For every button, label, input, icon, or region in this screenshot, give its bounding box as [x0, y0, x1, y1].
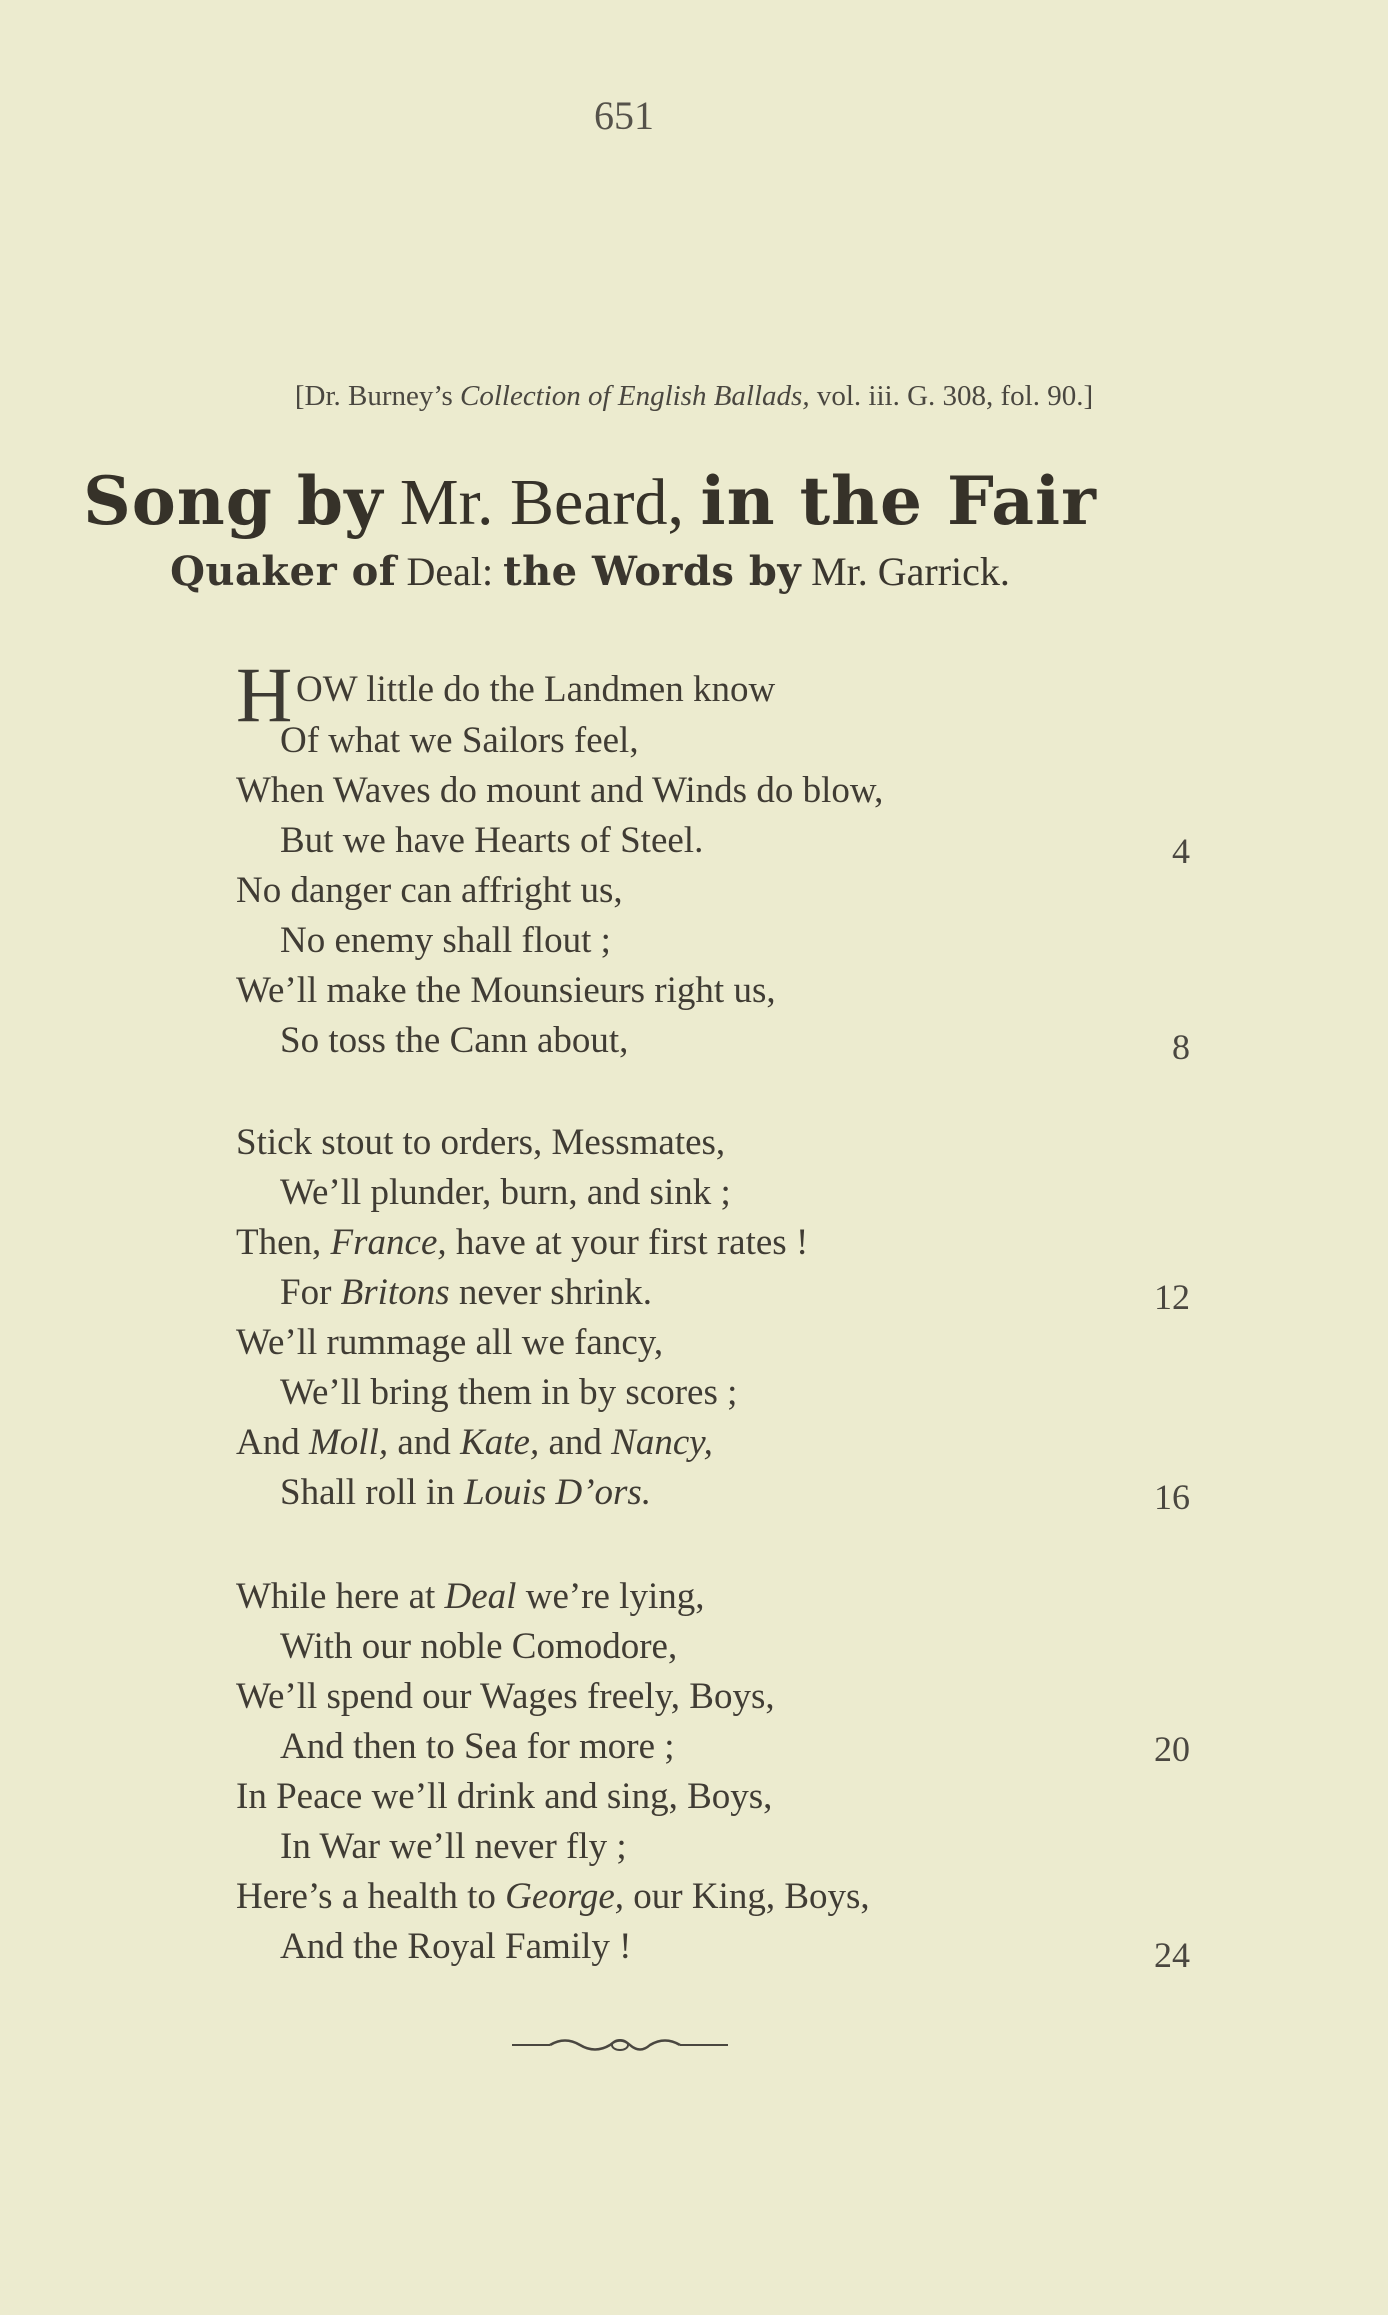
- verse-line-16: [280, 1468, 651, 1518]
- verse-line-23-a: Here’s a health to: [236, 1876, 496, 1917]
- line-number-24: 24: [1154, 1935, 1190, 1975]
- verse-line-23-italic: George,: [505, 1876, 625, 1917]
- verse-line-15-italic-1: Moll,: [308, 1422, 389, 1463]
- verse-line-19: We’ll spend our Wages freely, Boys,: [236, 1676, 775, 1717]
- line-number-16: 16: [1154, 1477, 1190, 1517]
- line-number-8: 8: [1172, 1027, 1190, 1067]
- verse-line-14: We’ll bring them in by scores ;: [280, 1372, 738, 1413]
- verse-line-15-b: and: [397, 1422, 451, 1463]
- page-number: 651: [594, 93, 654, 138]
- verse-line-1: OW little do the Landmen know: [296, 669, 776, 710]
- verse-line-15-a: And: [236, 1422, 300, 1463]
- verse-line-15-italic-2: Kate,: [460, 1422, 540, 1463]
- source-note-open: [Dr. Burney’s: [294, 380, 453, 412]
- source-note-title: Collection of English Ballads,: [459, 380, 810, 412]
- line-number-20: 20: [1154, 1729, 1190, 1769]
- verse-line-11-a: Then,: [236, 1222, 322, 1263]
- title-blackletter-the-words-by: the Words by: [503, 548, 802, 595]
- verse-line-13: We’ll rummage all we fancy,: [236, 1322, 664, 1363]
- verse-line-15: [236, 1418, 713, 1468]
- verse-line-23: [236, 1872, 870, 1922]
- verse-line-9: Stick stout to orders, Messmates,: [236, 1122, 726, 1163]
- verse-line-17-italic: Deal: [444, 1576, 517, 1617]
- verse-line-2: Of what we Sailors feel,: [280, 720, 639, 761]
- verse-line-3: When Waves do mount and Winds do blow,: [236, 770, 884, 811]
- verse-line-23-b: our King, Boys,: [633, 1876, 870, 1917]
- verse-line-11-b: have at your first rates !: [455, 1222, 809, 1263]
- verse-line-15-italic-3: Nancy,: [611, 1422, 713, 1463]
- verse-line-17-a: While here at: [236, 1576, 436, 1617]
- verse-line-16-a: Shall roll in: [280, 1472, 455, 1513]
- verse-line-10: We’ll plunder, burn, and sink ;: [280, 1172, 731, 1213]
- verse-line-6: No enemy shall flout ;: [280, 920, 611, 961]
- verse-line-12-a: For: [280, 1272, 332, 1313]
- title-line-1: [0, 462, 1180, 541]
- verse-line-11-italic: France,: [330, 1222, 447, 1263]
- verse-line-20: And then to Sea for more ;: [280, 1726, 675, 1767]
- verse-line-12: [280, 1268, 652, 1318]
- verse-line-21: In Peace we’ll drink and sing, Boys,: [236, 1776, 773, 1817]
- title-line-2: [0, 548, 1180, 595]
- title-mr-garrick: Mr. Garrick.: [811, 549, 1010, 594]
- source-note: [0, 380, 1388, 413]
- title-blackletter-quaker-of: Quaker of: [170, 548, 397, 595]
- verse-line-12-b: never shrink.: [458, 1272, 653, 1313]
- verse-line-7: We’ll make the Mounsieurs right us,: [236, 970, 776, 1011]
- drop-cap-initial: H: [236, 651, 293, 738]
- title-mr-beard: Mr. Beard,: [399, 466, 685, 539]
- verse-line-17: [236, 1572, 705, 1622]
- verse-line-12-italic: Britons: [340, 1272, 450, 1313]
- verse-line-5: No danger can affright us,: [236, 870, 623, 911]
- verse-line-15-c: and: [548, 1422, 602, 1463]
- line-number-12: 12: [1154, 1277, 1190, 1317]
- tailpiece-ornament-icon: [510, 2030, 730, 2060]
- verse-line-4: But we have Hearts of Steel.: [280, 820, 704, 861]
- source-note-close: vol. iii. G. 308, fol. 90.]: [816, 380, 1094, 412]
- title-deal: Deal:: [406, 549, 494, 594]
- verse-line-16-italic: Louis D’ors.: [463, 1472, 652, 1513]
- verse-line-24: And the Royal Family !: [280, 1926, 632, 1967]
- verse-line-18: With our noble Comodore,: [280, 1626, 678, 1667]
- verse-line-8: So toss the Cann about,: [280, 1020, 629, 1061]
- verse-line-11: [236, 1218, 808, 1268]
- title-blackletter-song-by: Song by: [83, 462, 384, 540]
- title-blackletter-in-the-fair: in the Fair: [700, 462, 1097, 540]
- verse-line-17-b: we’re lying,: [525, 1576, 705, 1617]
- verse-line-22: In War we’ll never fly ;: [280, 1826, 627, 1867]
- line-number-4: 4: [1172, 831, 1190, 871]
